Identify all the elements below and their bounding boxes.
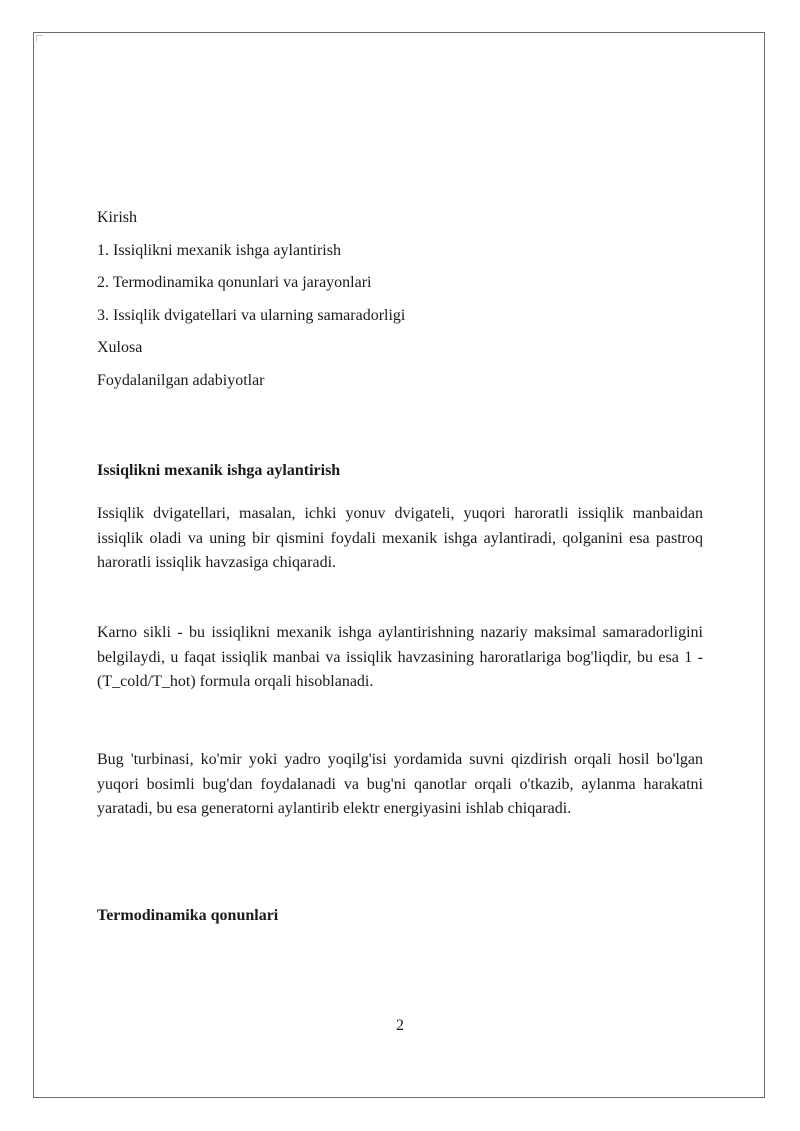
page-number: 2 (396, 1017, 404, 1034)
toc-item-intro[interactable]: Kirish (97, 209, 137, 226)
paragraph-steam-turbine: Bug 'turbinasi, ko'mir yoki yadro yoqilg'isi yordamida suvni qizdirish orqali hosil bo'lgan yuqori bosimli bug'dan foydalanadi va bug'ni qanotlar orqali o'tkazib, aylanma harakatni yaratadi, bu esa generatorni aylantirib elektr energiyasini ishlab chiqaradi. (97, 751, 703, 818)
paragraph-carnot-cycle: Karno sikli - bu issiqlikni mexanik ishga aylantirishning nazariy maksimal samaradorligini belgilaydi, u faqat issiqlik manbai va issiqlik havzasining haroratlariga bog'liqdir, bu esa 1 - (T_cold/T_hot) formula orqali hisoblanadi. (97, 624, 703, 691)
section-heading-heat-to-work: Issiqlikni mexanik ishga aylantirish (97, 462, 341, 479)
corner-crop-mark (36, 35, 43, 42)
table-of-contents (97, 202, 717, 398)
toc-item-conclusion[interactable]: Xulosa (97, 339, 143, 357)
toc-item-chapter-1[interactable]: 1. Issiqlikni mexanik ishga aylantirish (97, 241, 341, 259)
section-heading-thermodynamics-laws: Termodinamika qonunlari (97, 907, 279, 924)
toc-item-chapter-3[interactable]: 3. Issiqlik dvigatellari va ularning samaradorligi (97, 306, 406, 324)
toc-item-references[interactable]: Foydalanilgan adabiyotlar (97, 371, 265, 389)
toc-item-chapter-2[interactable]: 2. Termodinamika qonunlari va jarayonlari (97, 274, 372, 292)
paragraph-heat-engines: Issiqlik dvigatellari, masalan, ichki yonuv dvigateli, yuqori haroratli issiqlik manbaidan issiqlik oladi va uning bir qismini foydali mexanik ishga aylantiradi, qolganini esa pastroq haroratli issiqlik havzasiga chiqaradi. (97, 505, 703, 572)
